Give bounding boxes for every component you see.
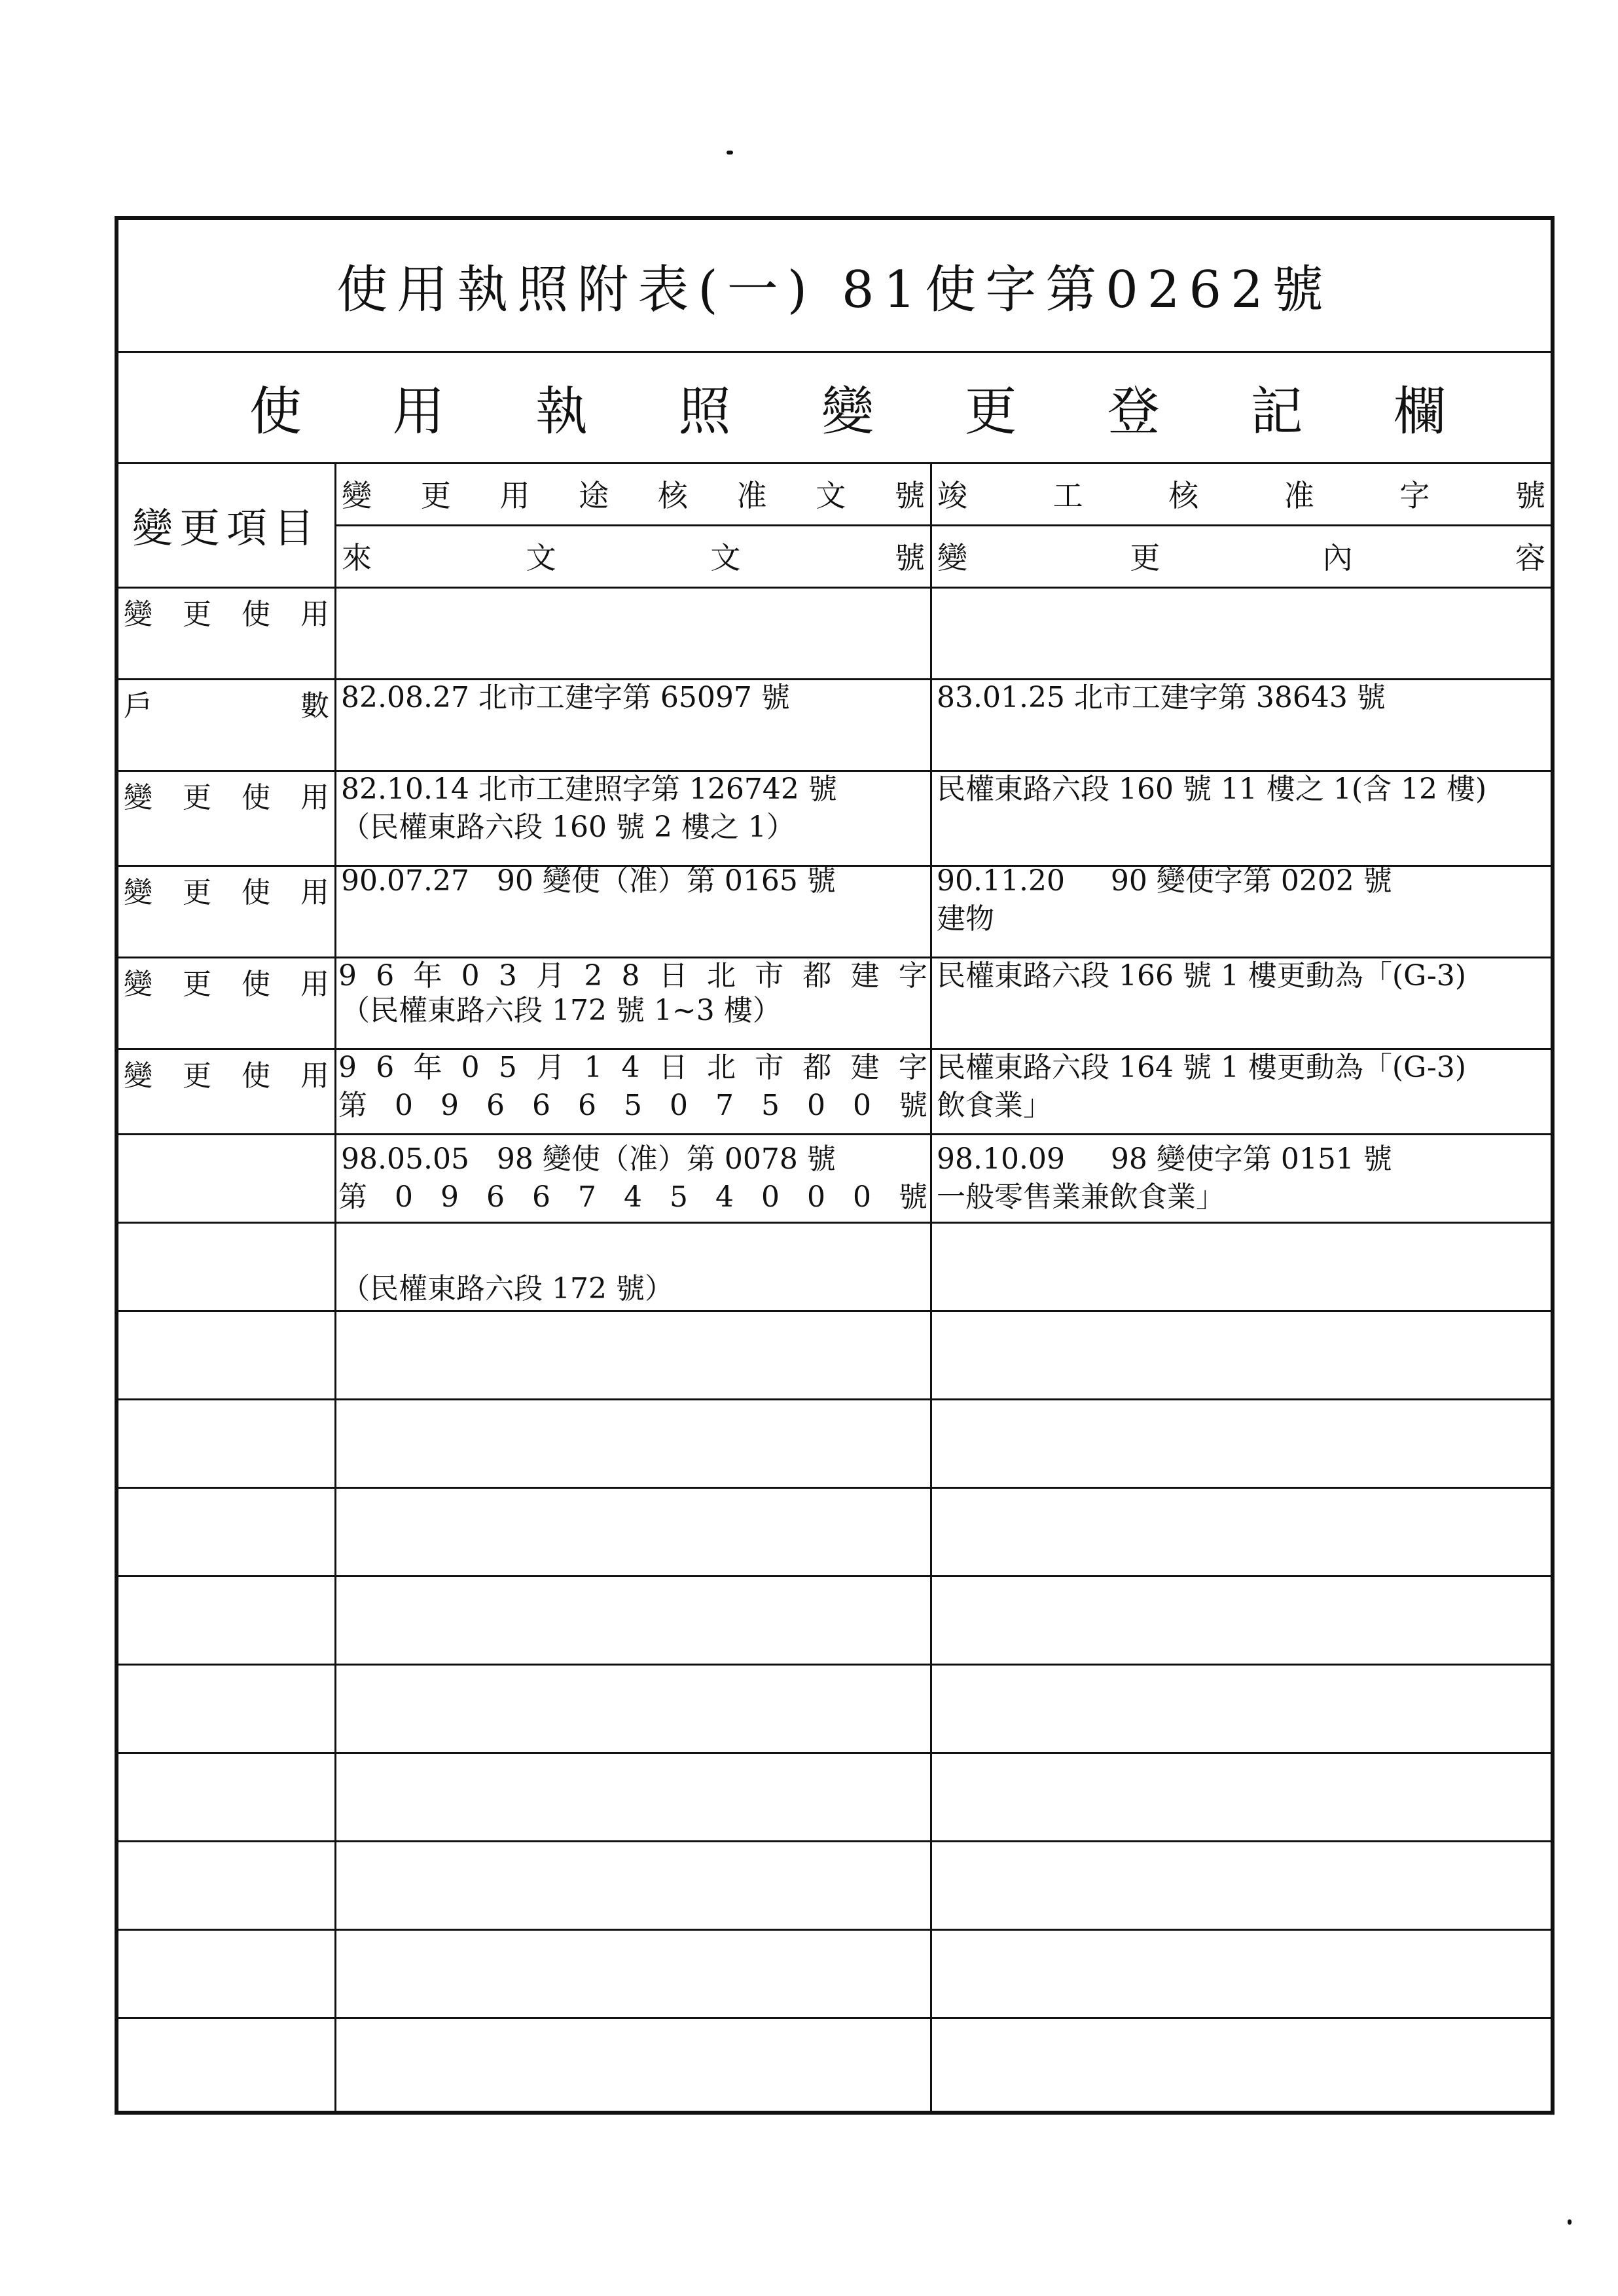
doc-char: 月	[536, 1051, 566, 1084]
doc-char: 6	[486, 1180, 505, 1214]
header-char: 竣	[937, 477, 967, 513]
doc-char: 0	[761, 1180, 780, 1214]
doc-char: 5	[670, 1180, 688, 1214]
doc-char: 6	[486, 1089, 505, 1122]
cell-line: 90.07.27 90 變使（准）第 0165 號	[341, 864, 836, 898]
change-item-header: 變更項目	[132, 503, 321, 552]
doc-char: 字	[898, 959, 927, 993]
empty-row-divider	[118, 1575, 1551, 1577]
doc-char: 7	[578, 1180, 596, 1214]
doc-char: 1	[584, 1051, 603, 1084]
row-divider	[118, 1133, 1551, 1135]
empty-row-divider	[118, 1222, 1551, 1224]
doc-char: 日	[658, 959, 688, 993]
doc-char: 9	[440, 1180, 459, 1214]
cell-line: 民權東路六段 160 號 11 樓之 1(含 12 樓)	[937, 773, 1487, 806]
doc-char: 6	[532, 1180, 550, 1214]
doc-char: 6	[532, 1089, 550, 1122]
item-char: 使	[242, 876, 270, 909]
header-mid-divider	[334, 524, 1551, 526]
header-char: 文	[710, 539, 741, 575]
empty-row-divider	[118, 1840, 1551, 1842]
doc-char: 第	[338, 1180, 367, 1214]
empty-row-divider	[118, 1664, 1551, 1666]
doc-char: 5	[498, 1051, 517, 1084]
doc-char: 7	[715, 1089, 734, 1122]
header-char: 容	[1515, 539, 1545, 575]
item-char: 用	[300, 598, 329, 631]
doc-char: 9	[440, 1089, 459, 1122]
doc-char: 0	[461, 1051, 480, 1084]
empty-row-divider	[118, 1487, 1551, 1489]
empty-row-divider	[118, 2017, 1551, 2019]
empty-row-divider	[118, 1929, 1551, 1931]
header-char: 用	[499, 477, 530, 513]
item-char: 用	[300, 968, 329, 1001]
change-content-cell	[937, 1051, 1392, 1267]
doc-char: 6	[578, 1089, 596, 1122]
item-char: 變	[124, 781, 153, 814]
doc-char: 6	[376, 1051, 395, 1084]
doc-char: 0	[461, 959, 480, 993]
doc-char: 年	[413, 1051, 442, 1084]
doc-char: 號	[899, 1089, 927, 1122]
section-title	[118, 351, 1551, 462]
doc-char: 0	[395, 1180, 413, 1214]
completion-no-header	[932, 462, 1551, 524]
change-item-label	[118, 682, 334, 725]
item-char: 變	[124, 1059, 153, 1093]
item-char: 更	[183, 598, 211, 631]
item-char: 更	[183, 968, 211, 1001]
doc-char: 5	[624, 1089, 642, 1122]
doc-char: 4	[715, 1180, 734, 1214]
incoming-doc-cell	[341, 1051, 836, 1397]
column-divider-right	[930, 462, 932, 2111]
item-char: 用	[300, 1059, 329, 1093]
doc-char: 0	[807, 1089, 825, 1122]
cell-line: 民權東路六段 164 號 1 樓更動為「(G-3)	[937, 1051, 1467, 1084]
doc-char: 8	[621, 959, 640, 993]
item-char: 變	[124, 876, 153, 909]
item-char: 變	[124, 598, 153, 631]
item-char: 數	[300, 689, 329, 723]
item-char: 使	[242, 598, 270, 631]
row-divider	[118, 770, 1551, 772]
doc-char: 4	[621, 1051, 640, 1084]
doc-char: 北	[706, 1051, 736, 1084]
usage-permit-table	[115, 216, 1555, 2115]
item-char: 更	[183, 876, 211, 909]
cell-line: 82.10.14 北市工建照字第 126742 號	[341, 773, 837, 806]
item-char: 用	[300, 781, 329, 814]
header-char: 字	[1399, 477, 1430, 513]
cell-line: 82.08.27 北市工建字第 65097 號	[341, 681, 790, 714]
item-char: 使	[242, 781, 270, 814]
section-title-char: 記	[1250, 380, 1303, 442]
header-char: 變	[937, 539, 967, 575]
change-item-label	[118, 1051, 334, 1095]
section-title-char: 照	[678, 380, 731, 442]
doc-char: 都	[802, 1051, 832, 1084]
column-divider-left	[334, 462, 336, 2111]
doc-char: 第	[338, 1089, 367, 1122]
doc-char: 字	[898, 1051, 927, 1084]
empty-row-divider	[118, 1398, 1551, 1400]
doc-char: 0	[670, 1089, 688, 1122]
empty-row-divider	[118, 1752, 1551, 1754]
header-char: 內	[1322, 539, 1353, 575]
header-char: 號	[1515, 477, 1545, 513]
doc-char: 建	[850, 959, 880, 993]
cell-line: 83.01.25 北市工建字第 38643 號	[937, 681, 1386, 714]
empty-row-divider	[118, 1310, 1551, 1312]
section-title-char: 欄	[1393, 380, 1446, 442]
header-char: 來	[342, 539, 372, 575]
cell-line: （民權東路六段 160 號 2 樓之 1）	[341, 811, 795, 844]
section-title-char: 執	[535, 380, 588, 442]
doc-char: 市	[755, 1051, 784, 1084]
header-char: 文	[816, 477, 846, 513]
cell-line: （民權東路六段 172 號）	[341, 1272, 674, 1305]
doc-char: 北	[706, 959, 736, 993]
doc-char: 日	[658, 1051, 688, 1084]
header-char: 核	[1168, 477, 1199, 513]
row-divider	[118, 865, 1551, 867]
section-title-char: 變	[821, 380, 874, 442]
doc-char: 0	[853, 1089, 871, 1122]
doc-char: 3	[498, 959, 517, 993]
item-char: 使	[242, 968, 270, 1001]
cell-line: 一般零售業兼飲食業」	[937, 1180, 1225, 1214]
form-title: 使用執照附表(一) 81使字第0262號	[336, 261, 1333, 319]
change-item-label	[118, 960, 334, 1003]
section-title-char: 更	[964, 380, 1017, 442]
header-char: 工	[1052, 477, 1083, 513]
incoming-doc-header	[336, 524, 930, 587]
doc-char: 6	[376, 959, 395, 993]
change-item-label	[118, 773, 334, 816]
cell-line: 飲食業」	[937, 1089, 1052, 1122]
doc-char: 0	[853, 1180, 871, 1214]
row-divider	[118, 1048, 1551, 1050]
header-char: 更	[420, 477, 451, 513]
header-bottom-divider	[118, 587, 1551, 589]
header-char: 途	[579, 477, 609, 513]
doc-char: 都	[802, 959, 832, 993]
header-char: 號	[894, 477, 925, 513]
item-char: 變	[124, 968, 153, 1001]
change-content-header	[932, 524, 1551, 587]
doc-char: 2	[584, 959, 603, 993]
cell-line: 98.10.09 98 變使字第 0151 號	[937, 1142, 1392, 1176]
doc-char: 4	[624, 1180, 642, 1214]
item-char: 更	[183, 1059, 211, 1093]
doc-char: 市	[755, 959, 784, 993]
doc-char: 號	[899, 1180, 927, 1214]
section-title-char: 用	[392, 380, 445, 442]
header-char: 更	[1130, 539, 1160, 575]
cell-line: 98.05.05 98 變使（准）第 0078 號	[341, 1142, 836, 1176]
header-char: 准	[736, 477, 767, 513]
cell-line: （民權東路六段 172 號 1~3 樓）	[341, 994, 782, 1027]
item-char: 戶	[124, 689, 153, 723]
approval-no-header	[336, 462, 930, 524]
header-char: 核	[657, 477, 688, 513]
item-char: 更	[183, 781, 211, 814]
header-char: 變	[342, 477, 372, 513]
header-char: 文	[526, 539, 556, 575]
scan-speck	[1568, 2219, 1572, 2225]
doc-char: 月	[536, 959, 566, 993]
cell-line: 民權東路六段 166 號 1 樓更動為「(G-3)	[937, 959, 1467, 993]
item-char: 使	[242, 1059, 270, 1093]
row-divider	[118, 957, 1551, 958]
doc-char: 5	[761, 1089, 780, 1122]
cell-line: 90.11.20 90 變使字第 0202 號	[937, 864, 1392, 898]
header-char: 准	[1284, 477, 1314, 513]
doc-char: 建	[850, 1051, 880, 1084]
item-char: 用	[300, 876, 329, 909]
doc-char: 0	[807, 1180, 825, 1214]
row-divider	[118, 678, 1551, 680]
scan-speck	[727, 151, 733, 155]
cell-line: 建物	[937, 902, 994, 936]
change-item-label	[118, 868, 334, 911]
doc-char: 年	[413, 959, 442, 993]
doc-char: 9	[338, 959, 357, 993]
header-char: 號	[894, 539, 925, 575]
section-title-char: 使	[249, 380, 302, 442]
doc-char: 0	[395, 1089, 413, 1122]
doc-char: 9	[338, 1051, 357, 1084]
section-title-char: 登	[1107, 380, 1160, 442]
change-item-label	[118, 590, 334, 633]
